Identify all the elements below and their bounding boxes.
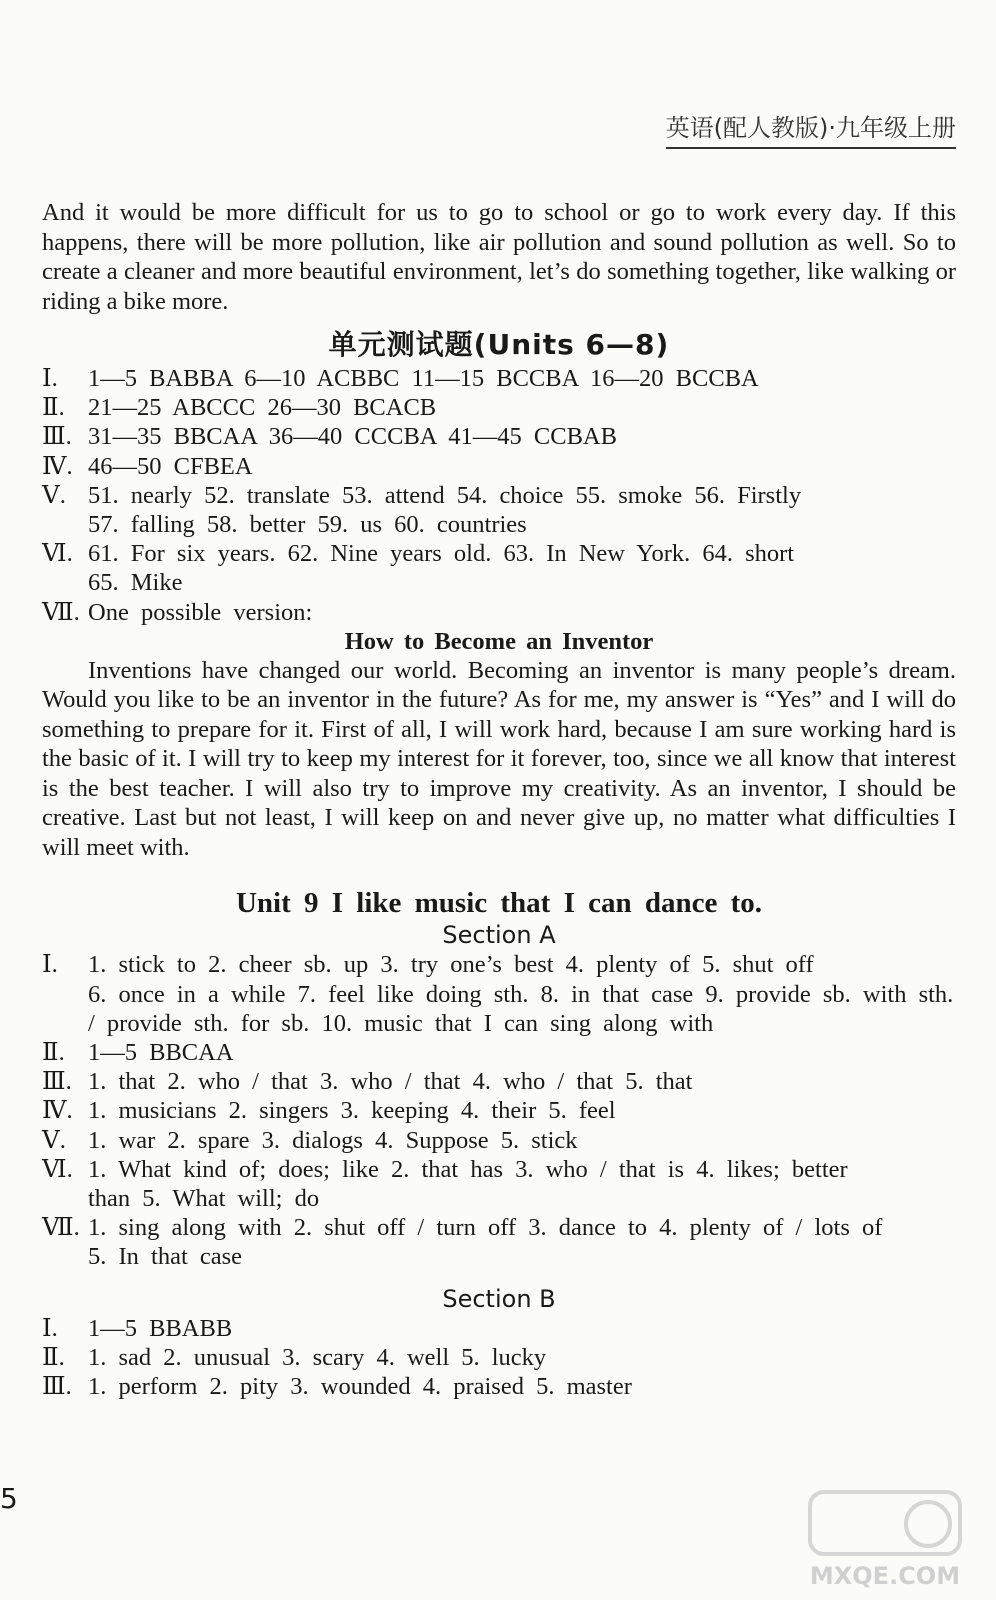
item-number: Ⅲ. [42,1068,72,1096]
item-number: Ⅱ. [42,1343,65,1371]
answer-text: 1—5 BBCAA [88,1038,234,1066]
essay-title: How to Become an Inventor [344,627,654,655]
item-number: Ⅲ. [42,423,72,451]
item-number: Ⅶ. [42,598,80,626]
answer-row [42,950,956,979]
answer-row [42,598,956,627]
answer-text: 1—5 BABBA 6—10 ACBBC 11—15 BCCBA 16—20 BCCBA [88,365,759,392]
item-number: Ⅰ. [42,1314,58,1342]
answer-row [42,1038,956,1067]
answer-row [42,422,956,451]
answer-text: 1. stick to 2. cheer sb. up 3. try one’s best 4. plenty of 5. shut off [88,951,814,979]
answer-row [42,1126,956,1155]
answer-text: 1. sing along with 2. shut off / turn off 3. dance to 4. plenty of / lots of [88,1214,883,1242]
answer-row [42,1372,956,1401]
unit-test-answers [42,364,956,627]
item-number: Ⅱ. [42,1038,65,1066]
answer-row [42,364,956,393]
answer-row [42,481,956,510]
answer-row [42,1213,956,1242]
item-number: Ⅴ. [42,481,66,509]
answer-row [42,1155,956,1184]
section-a-title: Section A [442,921,556,950]
page-content [42,198,956,1401]
answer-row [42,1096,956,1125]
watermark-text: MXQE.COM [809,1562,961,1590]
section-b-answers [42,1314,956,1402]
item-number: Ⅳ. [42,452,73,480]
item-number: Ⅵ. [42,1155,73,1183]
unit-test-title: 单元测试题(Units 6—8) [328,328,670,361]
answer-text: 51. nearly 52. translate 53. attend 54. choice 55. smoke 56. Firstly [88,481,802,509]
section-b-title: Section B [442,1284,556,1313]
answer-text: 1. that 2. who / that 3. who / that 4. who / that 5. that [88,1068,693,1096]
item-number: Ⅲ. [42,1372,72,1400]
item-number: Ⅶ. [42,1214,80,1242]
item-number: Ⅰ. [42,365,58,392]
answer-continuation: than 5. What will; do [88,1184,320,1212]
answer-text: 46—50 CFBEA [88,452,253,480]
item-number: Ⅰ. [42,951,58,979]
answer-continuation: 57. falling 58. better 59. us 60. countries [88,511,527,539]
answer-row [42,452,956,481]
page-header: 英语(配人教版)·九年级上册 [666,108,956,149]
watermark-logo [800,1484,970,1594]
answer-row [42,1343,956,1372]
answer-text: 1. sad 2. unusual 3. scary 4. well 5. lucky [88,1343,547,1371]
item-number: Ⅱ. [42,394,65,422]
answer-continuation: 5. In that case [88,1243,243,1271]
section-a-answers [42,950,956,1271]
answer-continuation: 6. once in a while 7. feel like doing sth. 8. in that case 9. provide sb. with sth. / provide sth. for sb. 10. music that I can sing along with [88,980,954,1037]
answer-row [42,539,956,568]
item-number: Ⅳ. [42,1097,73,1125]
answer-text: 1. musicians 2. singers 3. keeping 4. their 5. feel [88,1097,616,1125]
unit-title: Unit 9 I like music that I can dance to. [235,887,763,920]
answer-text: 1—5 BBABB [88,1314,233,1342]
answer-text: 1. war 2. spare 3. dialogs 4. Suppose 5. stick [88,1126,578,1154]
item-number: Ⅵ. [42,540,73,568]
page-number: 5 [0,1482,18,1515]
answer-continuation: 65. Mike [88,569,183,597]
answer-text: 61. For six years. 62. Nine years old. 63. In New York. 64. short [88,540,795,568]
item-number: Ⅴ. [42,1126,66,1154]
answer-text: 1. perform 2. pity 3. wounded 4. praised 5. master [88,1372,632,1400]
answer-row [42,1314,956,1343]
answer-text: One possible version: [88,598,313,626]
answer-text: 1. What kind of; does; like 2. that has 3. who / that is 4. likes; better [88,1155,848,1183]
answer-text: 21—25 ABCCC 26—30 BCACB [88,394,437,422]
essay-paragraph: Inventions have changed our world. Becoming an inventor is many people’s dream. Would you like to be an inventor in the future? As for me, my answer is “Yes” and I will do something to prepare for it. First of all, I will work hard, because I am sure working hard is the basic of it. I will try to keep my interest for it forever, too, since we all know that interest is the best teacher. I will also try to improve my creativity. As an inventor, I should be creative. Last but not least, I will keep on and never give up, no matter what difficulties I will meet with. [42,656,956,861]
answer-row [42,393,956,422]
intro-paragraph: And it would be more difficult for us to go to school or go to work every day. If this happens, there will be more pollution, like air pollution and sound pollution as well. So to create a cleaner and more beautiful environment, let’s do something together, like walking or riding a bike more. [42,199,956,315]
answer-text: 31—35 BBCAA 36—40 CCCBA 41—45 CCBAB [88,423,617,451]
answer-row [42,1067,956,1096]
